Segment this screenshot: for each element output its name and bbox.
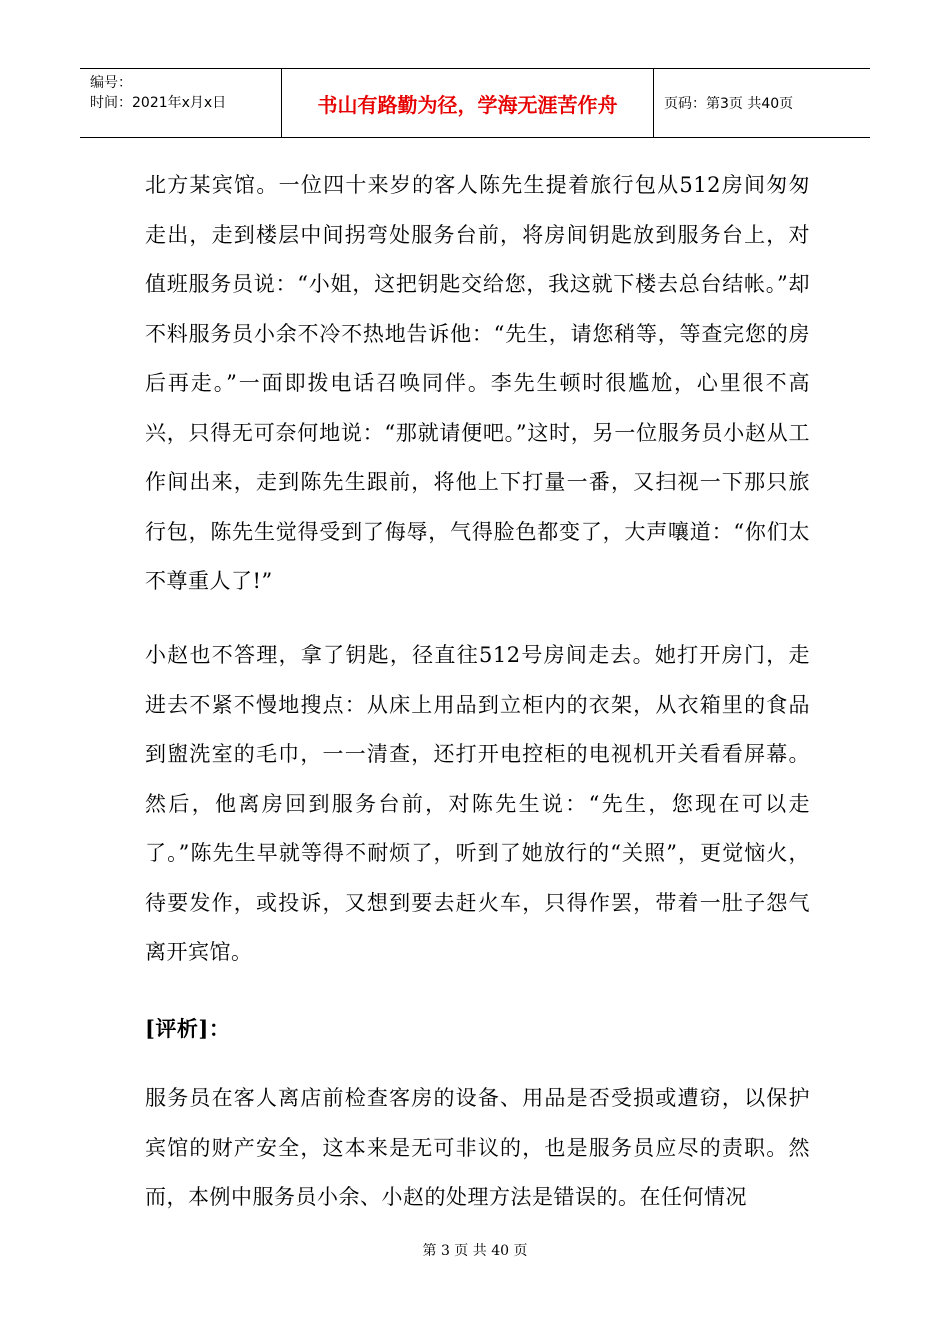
paragraph-3	[145, 1074, 810, 1223]
header-motto-cell	[282, 69, 654, 137]
motto-text: 书山有路勤为径，学海无涯苦作舟	[317, 92, 618, 117]
paragraph-text: 北方某宾馆。一位四十来岁的客人陈先生提着旅行包从512房间匆匆走出，走到楼层中间拐弯处服务台前，将房间钥匙放到服务台上，对值班服务员说：“小姐，这把钥匙交给您，我这就下楼去总台结帐。”却不料服务员小余不冷不热地告诉他：“先生，请您稍等，等查完您的房后再走。”一面即拨电话召唤同伴。李先生顿时很尴尬，心里很不高兴，只得无可奈何地说：“那就请便吧。”这时，另一位服务员小赵从工作间出来，走到陈先生跟前，将他上下打量一番，又扫视一下那只旅行包，陈先生觉得受到了侮辱，气得脸色都变了，大声嚷道：“你们太不尊重人了!”	[145, 173, 810, 593]
page-footer	[0, 1240, 950, 1260]
paragraph-text: 小赵也不答理，拿了钥匙，径直往512号房间走去。她打开房门，走进去不紧不慢地搜点：从床上用品到立柜内的衣架，从衣箱里的食品到盥洗室的毛巾，一一清查，还打开电控柜的电视机开关看看屏幕。然后，他离房回到服务台前，对陈先生说：“先生，您现在可以走了。”陈先生早就等得不耐烦了，听到了她放行的“关照”，更觉恼火，待要发作，或投诉，又想到要去赶火车，只得作罢，带着一肚子怨气离开宾馆。	[145, 643, 810, 964]
paragraph-1	[145, 161, 810, 607]
header-page-info	[654, 69, 870, 137]
footer-page-number: 第 3 页 共 40 页	[422, 1243, 528, 1259]
page-info-text: 页码：第3页 共40页	[664, 96, 794, 112]
header-meta	[80, 69, 282, 137]
code-label: 编号：	[90, 75, 132, 91]
analysis-heading	[145, 1004, 810, 1054]
paragraph-text: 服务员在客人离店前检查客房的设备、用品是否受损或遭窃，以保护宾馆的财产安全，这本来是无可非议的，也是服务员应尽的责职。然而，本例中服务员小余、小赵的处理方法是错误的。在任何情况	[145, 1086, 810, 1209]
document-header	[80, 68, 870, 138]
time-label: 时间：2021年x月x日	[90, 95, 227, 111]
paragraph-2	[145, 631, 810, 978]
heading-text: [评析]：	[145, 1016, 231, 1041]
